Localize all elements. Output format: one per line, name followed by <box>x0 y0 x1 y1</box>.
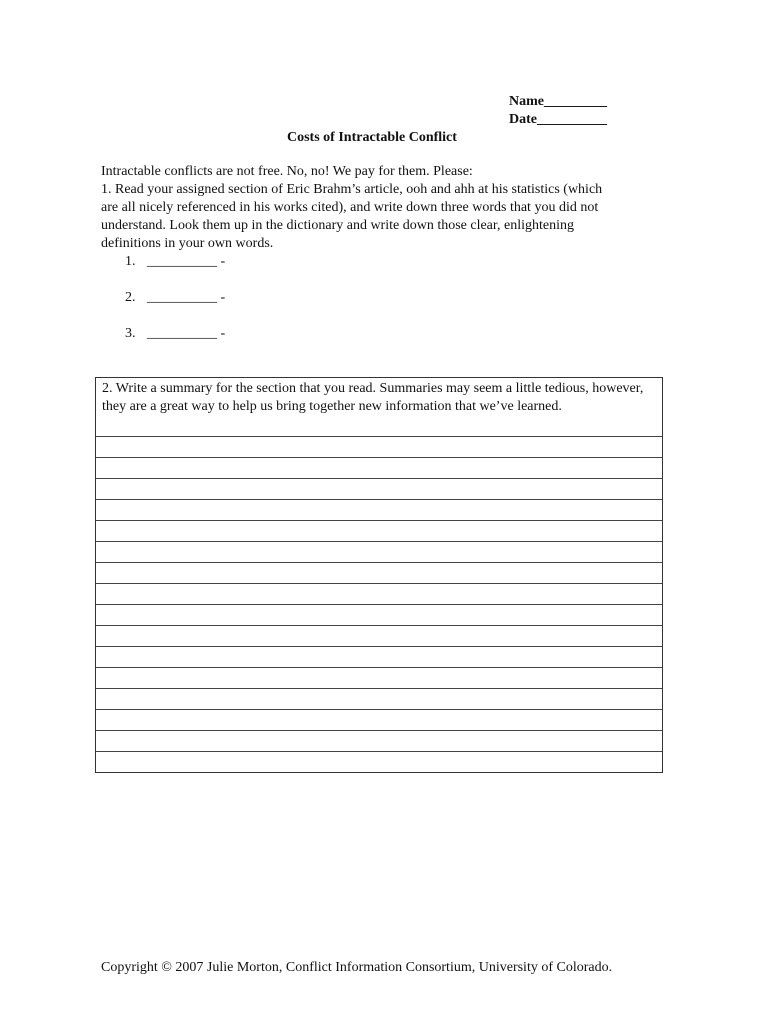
summary-prompt: 2. Write a summary for the section that you read. Summaries may seem a little tedious, however, they are a great way to help us bring together new information that we’ve learned. <box>102 381 644 414</box>
word-item-number: 2. <box>125 290 136 305</box>
writing-line[interactable] <box>96 562 662 563</box>
writing-line[interactable] <box>96 520 662 521</box>
writing-line[interactable] <box>96 436 662 437</box>
writing-line[interactable] <box>96 541 662 542</box>
summary-writing-box[interactable] <box>95 377 663 773</box>
word-item-blank[interactable]: __________ - <box>147 290 226 305</box>
writing-line[interactable] <box>96 709 662 710</box>
writing-line[interactable] <box>96 583 662 584</box>
copyright-footer: Copyright © 2007 Julie Morton, Conflict Information Consortium, University of Colorado. <box>101 960 613 975</box>
writing-line[interactable] <box>96 730 662 731</box>
date-field-label: Date__________ <box>509 112 607 127</box>
writing-line[interactable] <box>96 604 662 605</box>
word-item-number: 3. <box>125 326 136 341</box>
writing-line[interactable] <box>96 688 662 689</box>
writing-line[interactable] <box>96 646 662 647</box>
instruction-line: 1. Read your assigned section of Eric Brahm’s article, ooh and ahh at his statistics (which <box>101 182 603 197</box>
intro-line: Intractable conflicts are not free. No, no! We pay for them. Please: <box>101 164 473 179</box>
writing-line[interactable] <box>96 667 662 668</box>
name-field-label: Name_________ <box>509 94 607 109</box>
writing-line[interactable] <box>96 457 662 458</box>
writing-line[interactable] <box>96 625 662 626</box>
word-item-blank[interactable]: __________ - <box>147 326 226 341</box>
word-item-number: 1. <box>125 254 136 269</box>
instruction-line: understand. Look them up in the dictionary and write down those clear, enlightening <box>101 218 574 233</box>
word-item-blank[interactable]: __________ - <box>147 254 226 269</box>
writing-line[interactable] <box>96 478 662 479</box>
writing-line[interactable] <box>96 751 662 752</box>
instruction-line: are all nicely referenced in his works cited), and write down three words that you did not <box>101 200 599 215</box>
page-title: Costs of Intractable Conflict <box>287 130 457 145</box>
instruction-line: definitions in your own words. <box>101 236 274 251</box>
writing-line[interactable] <box>96 499 662 500</box>
